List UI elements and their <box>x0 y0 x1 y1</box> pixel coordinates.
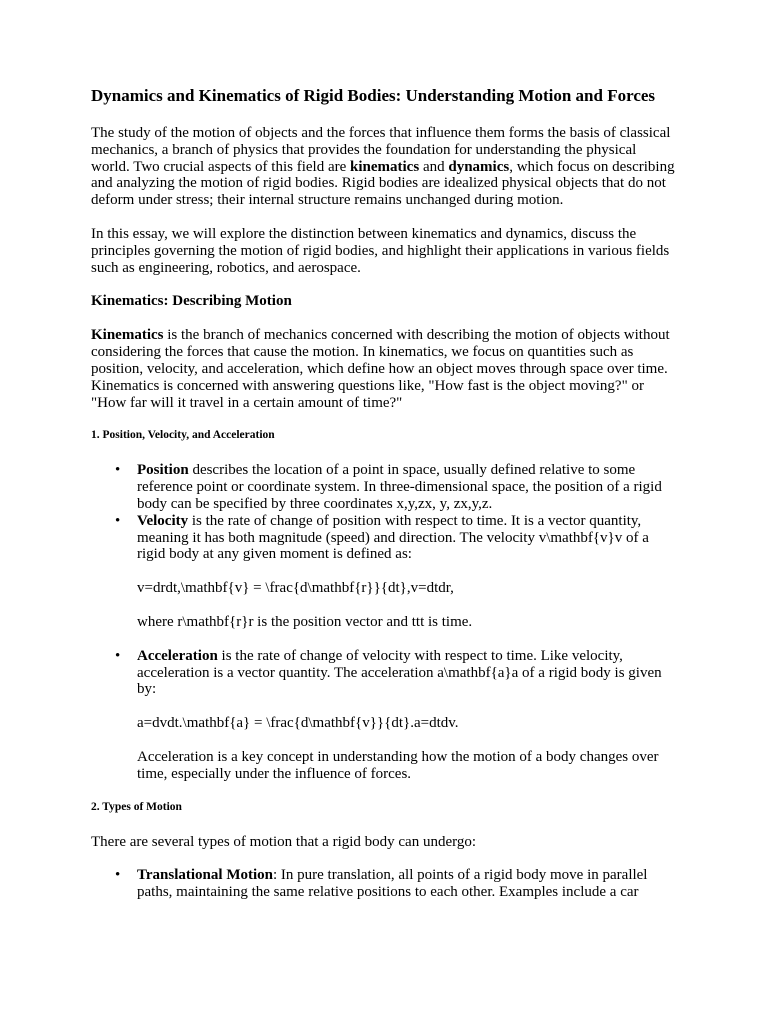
list-item-velocity <box>115 512 678 631</box>
intro-paragraph-1 <box>91 125 678 209</box>
acceleration-formula: a=dvdt.\mathbf{a} = \frac{d\mathbf{v}}{dt}.a=dtdv. <box>137 715 459 732</box>
acceleration-list <box>91 648 678 783</box>
position-text: describes the location of a point in space, usually defined relative to some reference point or coordinate system. In three-dimensional space, the position of a rigid body can be specified by three coordinates x,y,zx, y, zx,y,z. <box>137 462 662 512</box>
acceleration-note: Acceleration is a key concept in understanding how the motion of a body changes over time, especially under the influence of forces. <box>137 748 659 782</box>
section-2-intro: There are several types of motion that a rigid body can undergo: <box>91 833 477 850</box>
dynamics-term: dynamics <box>448 158 510 175</box>
position-term: Position <box>137 462 189 479</box>
list-item-acceleration <box>115 647 678 783</box>
velocity-formula: v=drdt,\mathbf{v} = \frac{d\mathbf{r}}{dt},v=dtdr, <box>137 580 454 597</box>
section-2-heading: 2. Types of Motion <box>91 800 182 813</box>
list-item-position <box>115 462 678 512</box>
motion-quantities-list <box>91 462 678 630</box>
intro-text-3: , which focus on describing and analyzing the motion of rigid bodies. Rigid bodies are idealized physical objects that do not deform under stress; their internal structure remains unchanged during motion. <box>91 158 675 209</box>
bullet: • <box>115 462 121 479</box>
kinematics-bold: Kinematics <box>91 327 164 344</box>
kinematics-paragraph <box>91 327 678 411</box>
list-item-translational <box>115 867 678 901</box>
intro-paragraph-2: In this essay, we will explore the distinction between kinematics and dynamics, discuss the principles governing the motion of rigid bodies, and highlight their applications in various fields such as engineering, robotics, and aerospace. <box>91 225 670 276</box>
kinematics-text: is the branch of mechanics concerned with describing the motion of objects without considering the forces that cause the motion. In kinematics, we focus on quantities such as position, velocity, and acceleration, which define how an object moves through space over time. Kinematics is concerned with answering questions like, "How fast is the object moving?" or "How far will it travel in a certain amount of time?" <box>91 327 670 411</box>
acceleration-term: Acceleration <box>137 647 218 664</box>
section-1-heading: 1. Position, Velocity, and Acceleration <box>91 429 275 442</box>
document-title: Dynamics and Kinematics of Rigid Bodies: Understanding Motion and Forces <box>91 86 656 105</box>
velocity-text: is the rate of change of position with respect to time. It is a vector quantity, meaning it has both magnitude (speed) and direction. The velocity v\mathbf{v}v of a rigid body at any given moment is defined as: <box>137 512 649 563</box>
intro-text-1: The study of the motion of objects and the forces that influence them forms the basis of classical mechanics, a branch of physics that provides the foundation for understanding the physical world. Two crucial aspects of this field are <box>91 125 671 175</box>
translational-text: : In pure translation, all points of a rigid body move in parallel paths, maintaining the same relative positions to each other. Examples include a car <box>137 867 648 901</box>
kinematics-heading: Kinematics: Describing Motion <box>91 293 292 310</box>
bullet: • <box>115 512 121 529</box>
kinematics-term: kinematics <box>350 158 420 175</box>
bullet: • <box>115 647 121 664</box>
intro-text-2: and <box>419 158 449 175</box>
bullet: • <box>115 867 121 884</box>
acceleration-text: is the rate of change of velocity with respect to time. Like velocity, acceleration is a vector quantity. The acceleration a\mathbf{a}a of a rigid body is given by: <box>137 647 662 698</box>
velocity-term: Velocity <box>137 512 189 529</box>
velocity-note: where r\mathbf{r}r is the position vector and ttt is time. <box>137 613 473 630</box>
translational-term: Translational Motion <box>137 867 273 884</box>
motion-types-list <box>91 867 678 901</box>
